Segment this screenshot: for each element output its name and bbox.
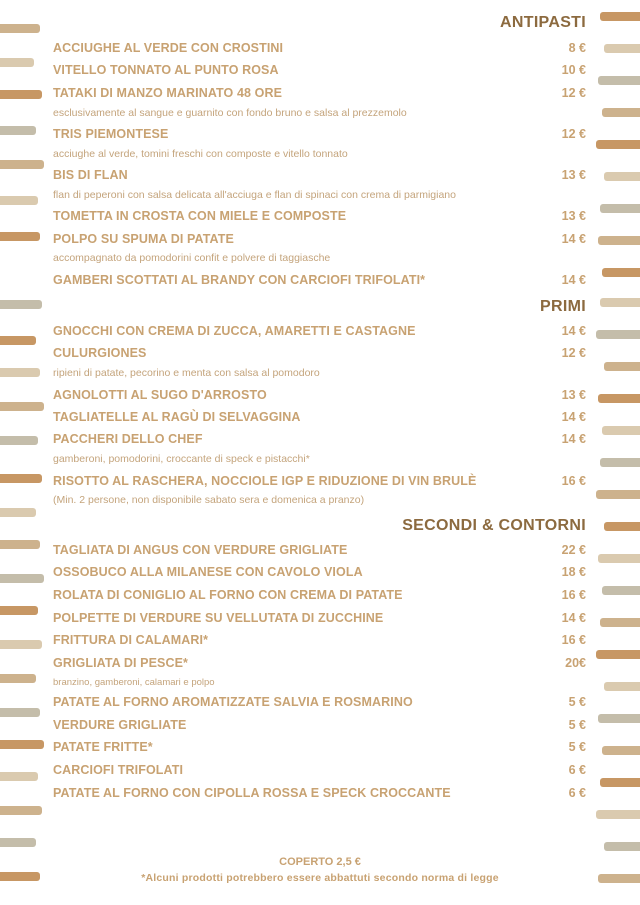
- menu-item-price: 5 €: [568, 695, 586, 709]
- menu-item-description: accompagnato da pomodorini confit e polvere di taggiasche: [53, 252, 331, 264]
- menu-item-price: 13 €: [561, 168, 586, 182]
- menu-item-price: 12 €: [561, 86, 586, 100]
- brush-stripe: [0, 508, 36, 517]
- menu-item-price: 16 €: [561, 474, 586, 488]
- menu-item-name: VITELLO TONNATO AL PUNTO ROSA: [53, 63, 279, 77]
- menu-item-price: 6 €: [568, 763, 586, 777]
- menu-item-name: VERDURE GRIGLIATE: [53, 718, 187, 732]
- menu-item-description: flan di peperoni con salsa delicata all'acciuga e flan di spinaci con crema di parmigiano: [53, 189, 456, 201]
- menu-item-price: 14 €: [561, 611, 586, 625]
- menu-item-description: acciughe al verde, tomini freschi con composte e vitello tonnato: [53, 148, 348, 160]
- brush-stripe: [600, 204, 640, 213]
- menu-item-price: 14 €: [561, 432, 586, 446]
- menu-item-name: GAMBERI SCOTTATI AL BRANDY CON CARCIOFI TRIFOLATI*: [53, 273, 426, 287]
- brush-stripe: [0, 126, 36, 135]
- brush-stripe: [0, 606, 38, 615]
- menu-item-price: 5 €: [568, 718, 586, 732]
- brush-stripe: [0, 540, 40, 549]
- menu-item-price: 16 €: [561, 633, 586, 647]
- brush-stripe: [596, 330, 640, 339]
- brush-stripe: [0, 740, 44, 749]
- brush-stripe: [604, 682, 640, 691]
- brush-stripe: [0, 708, 40, 717]
- menu-item-name: PATATE AL FORNO CON CIPOLLA ROSSA E SPECK CROCCANTE: [53, 786, 451, 800]
- brush-stripe: [602, 426, 640, 435]
- brush-stripe: [602, 586, 640, 595]
- menu-item-description: gamberoni, pomodorini, croccante di speck e pistacchi*: [53, 453, 310, 465]
- brush-stripe: [598, 714, 640, 723]
- menu-item-name: POLPO SU SPUMA DI PATATE: [53, 232, 234, 246]
- menu-item-name: GNOCCHI CON CREMA DI ZUCCA, AMARETTI E CASTAGNE: [53, 324, 416, 338]
- menu-item-name: TRIS PIEMONTESE: [53, 127, 169, 141]
- brush-stripe: [0, 232, 40, 241]
- menu-item-price: 12 €: [561, 127, 586, 141]
- brush-stripe: [598, 394, 640, 403]
- brush-stripe: [604, 172, 640, 181]
- menu-item-price: 5 €: [568, 740, 586, 754]
- brush-stripe: [604, 842, 640, 851]
- menu-item-price: 18 €: [561, 565, 586, 579]
- menu-item-price: 14 €: [561, 324, 586, 338]
- menu-item-name: FRITTURA DI CALAMARI*: [53, 633, 209, 647]
- menu-item-price: 14 €: [561, 410, 586, 424]
- menu-item-name: TOMETTA IN CROSTA CON MIELE E COMPOSTE: [53, 209, 347, 223]
- brush-stripe: [0, 402, 44, 411]
- section-title-secondi: SECONDI & CONTORNI: [402, 517, 586, 534]
- brush-stripe: [0, 196, 38, 205]
- brush-stripe: [0, 436, 38, 445]
- menu-item-name: OSSOBUCO ALLA MILANESE CON CAVOLO VIOLA: [53, 565, 363, 579]
- brush-stripe: [0, 674, 36, 683]
- menu-item-name: CULURGIONES: [53, 346, 147, 360]
- brush-stripe: [598, 76, 640, 85]
- brush-stripe: [600, 12, 640, 21]
- brush-stripe: [596, 810, 640, 819]
- brush-stripe: [602, 268, 640, 277]
- brush-stripe: [602, 746, 640, 755]
- brush-stripe: [600, 778, 640, 787]
- menu-item-name: AGNOLOTTI AL SUGO D'ARROSTO: [53, 388, 267, 402]
- brush-stripe: [600, 618, 640, 627]
- menu-item-price: 12 €: [561, 346, 586, 360]
- brush-stripe: [604, 522, 640, 531]
- brush-stripe: [0, 90, 42, 99]
- brush-stripe: [596, 140, 640, 149]
- menu-item-name: ROLATA DI CONIGLIO AL FORNO CON CREMA DI PATATE: [53, 588, 403, 602]
- brush-stripe: [604, 362, 640, 371]
- brush-stripe: [0, 772, 38, 781]
- brush-stripe: [598, 554, 640, 563]
- brush-stripe: [596, 650, 640, 659]
- menu-item-name: PACCHERI DELLO CHEF: [53, 432, 203, 446]
- menu-item-price: 22 €: [561, 543, 586, 557]
- brush-stripe: [596, 490, 640, 499]
- menu-item-name: TAGLIATA DI ANGUS CON VERDURE GRIGLIATE: [53, 543, 348, 557]
- menu-item-price: 16 €: [561, 588, 586, 602]
- menu-item-name: POLPETTE DI VERDURE SU VELLUTATA DI ZUCCHINE: [53, 611, 384, 625]
- brush-stripe: [0, 160, 44, 169]
- menu-item-name: RISOTTO AL RASCHERA, NOCCIOLE IGP E RIDUZIONE DI VIN BRULÈ: [53, 474, 477, 488]
- brush-stripe: [0, 58, 34, 67]
- brush-stripe: [598, 236, 640, 245]
- menu-item-description: esclusivamente al sangue e guarnito con fondo bruno e salsa al prezzemolo: [53, 107, 407, 119]
- menu-item-name: PATATE FRITTE*: [53, 740, 153, 754]
- brush-stripe: [0, 574, 44, 583]
- menu-item-price: 10 €: [561, 63, 586, 77]
- menu-item-price: 14 €: [561, 273, 586, 287]
- brush-stripe: [602, 108, 640, 117]
- menu-item-name: BIS DI FLAN: [53, 168, 128, 182]
- brush-stripe: [0, 806, 42, 815]
- brush-stripe: [604, 44, 640, 53]
- menu-item-description: branzino, gamberoni, calamari e polpo: [53, 677, 215, 688]
- brush-stripe: [0, 368, 40, 377]
- menu-item-name: GRIGLIATA DI PESCE*: [53, 656, 189, 670]
- brush-stripe: [0, 300, 42, 309]
- cover-charge: COPERTO 2,5 €: [279, 856, 361, 868]
- menu-item-name: TAGLIATELLE AL RAGÙ DI SELVAGGINA: [53, 410, 301, 424]
- menu-item-description: ripieni di patate, pecorino e menta con salsa al pomodoro: [53, 367, 320, 379]
- menu-item-description: (Min. 2 persone, non disponibile sabato sera e domenica a pranzo): [53, 494, 365, 506]
- menu-item-name: TATAKI DI MANZO MARINATO 48 ORE: [53, 86, 283, 100]
- brush-stripe: [600, 298, 640, 307]
- menu-item-price: 14 €: [561, 232, 586, 246]
- menu-item-price: 13 €: [561, 388, 586, 402]
- menu-item-price: 6 €: [568, 786, 586, 800]
- menu-item-price: 20€: [565, 656, 586, 670]
- menu-item-name: ACCIUGHE AL VERDE CON CROSTINI: [53, 41, 284, 55]
- menu-item-name: CARCIOFI TRIFOLATI: [53, 763, 184, 777]
- brush-stripe: [0, 24, 40, 33]
- footer-note: *Alcuni prodotti potrebbero essere abbattuti secondo norma di legge: [141, 872, 499, 884]
- brush-stripe: [0, 640, 42, 649]
- brush-stripe: [0, 838, 36, 847]
- brush-stripe: [0, 474, 42, 483]
- section-title-primi: PRIMI: [540, 298, 586, 315]
- brush-stripe: [600, 458, 640, 467]
- menu-item-name: PATATE AL FORNO AROMATIZZATE SALVIA E ROSMARINO: [53, 695, 413, 709]
- brush-stripe: [0, 336, 36, 345]
- menu-item-price: 8 €: [568, 41, 586, 55]
- section-title-antipasti: ANTIPASTI: [500, 14, 586, 31]
- menu-item-price: 13 €: [561, 209, 586, 223]
